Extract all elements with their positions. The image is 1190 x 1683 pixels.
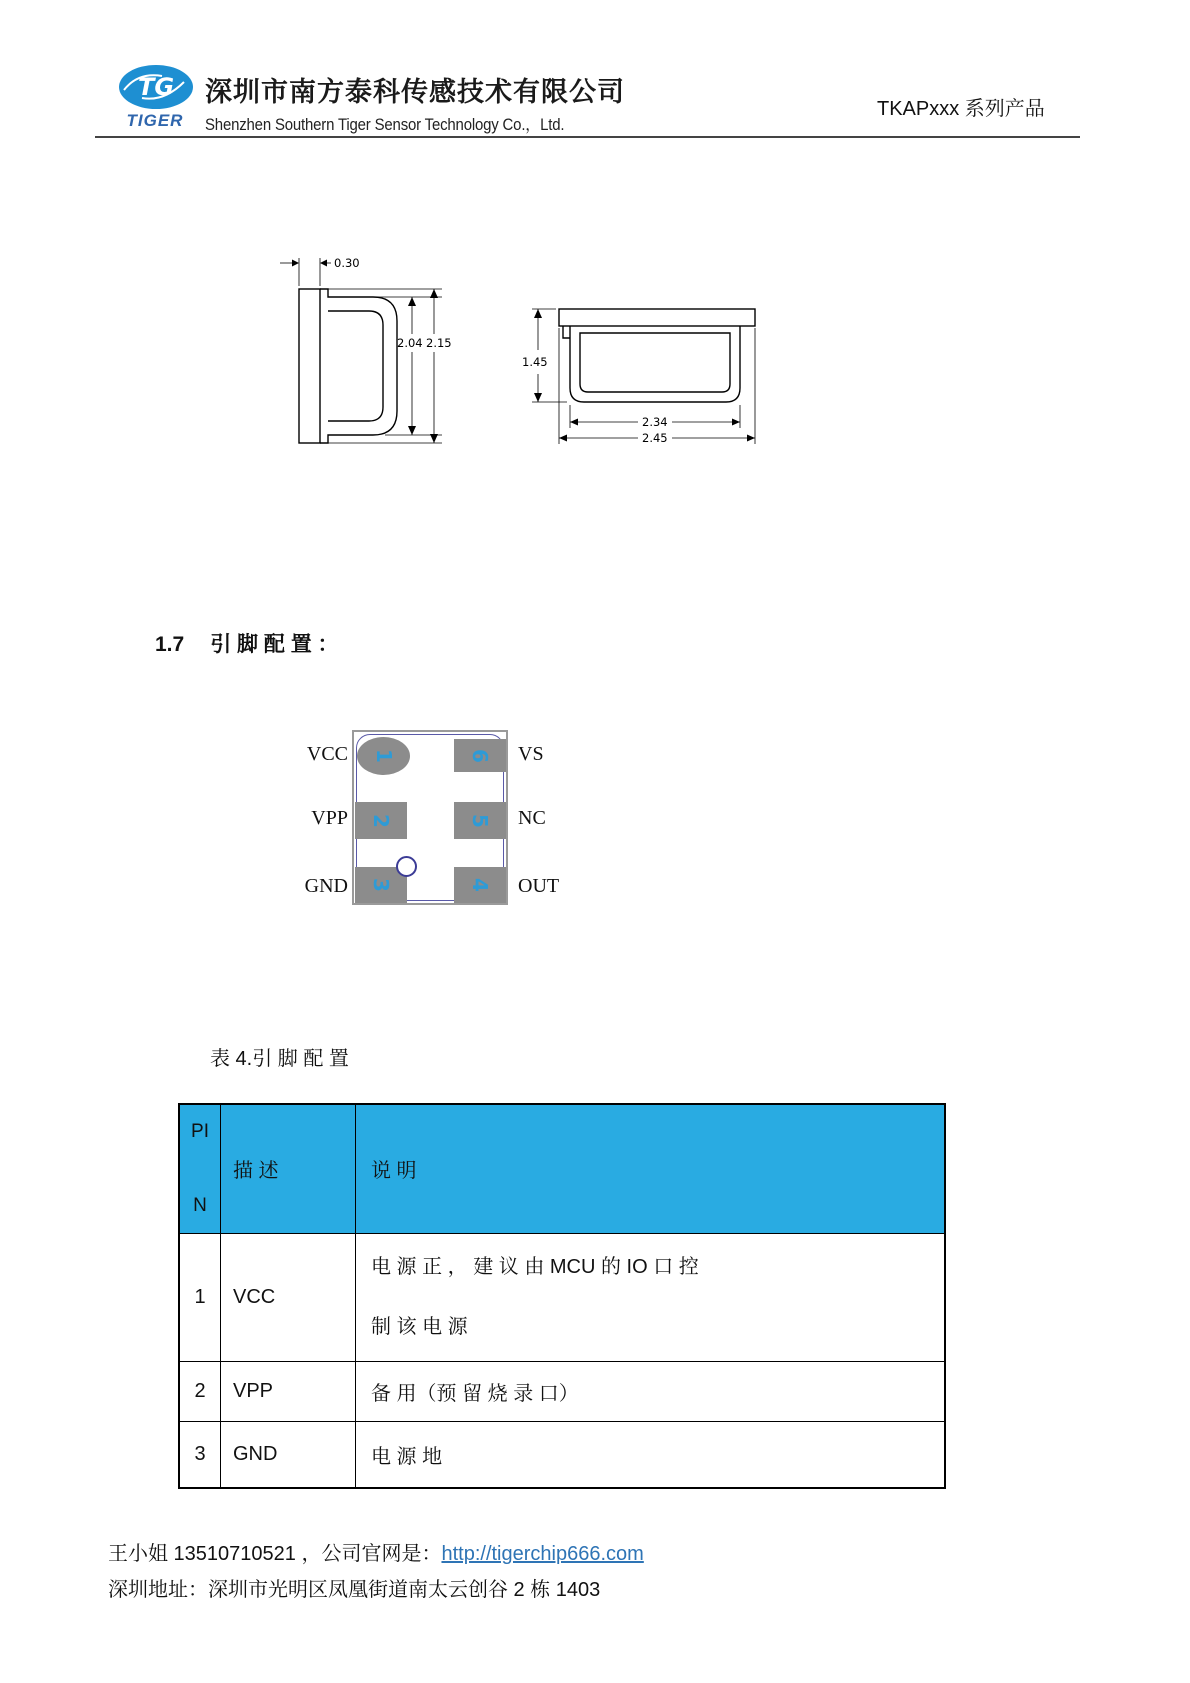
cell-name: VCC: [221, 1233, 356, 1361]
header-cell-desc: 描 述: [221, 1104, 356, 1233]
pin-label-gnd: GND: [304, 875, 348, 897]
header-pin-line2: N: [193, 1194, 207, 1216]
pad-4-number: 4: [467, 878, 492, 892]
section-number: 1.7: [155, 633, 185, 656]
section-title: 引 脚 配 置 ：: [210, 633, 339, 656]
logo-wordmark: TIGER: [126, 111, 184, 130]
pin-configuration-table: [178, 1103, 946, 1489]
company-name-en: Shenzhen Southern Tiger Sensor Technology Co.，Ltd.: [205, 115, 565, 134]
header-pin-line1: PI: [191, 1120, 209, 1142]
section-heading: [155, 628, 339, 658]
cell-pin: 2: [179, 1361, 221, 1421]
pad-5: [454, 802, 506, 839]
pin-label-nc: NC: [518, 807, 546, 829]
pad-6: [454, 739, 506, 772]
pad-2: [355, 802, 407, 839]
table-row: [179, 1361, 945, 1421]
pad-5-number: 5: [467, 813, 492, 828]
dim-width-inner: 2.34: [642, 415, 668, 429]
pin-label-vcc: VCC: [306, 743, 348, 765]
table-header-row: [179, 1104, 945, 1233]
pad-6-number: 6: [467, 748, 492, 763]
pad-2-number: 2: [368, 813, 393, 828]
dim-height-outer: 2.15: [426, 336, 452, 350]
cell-note: [356, 1233, 946, 1361]
package-side-view-drawing: [276, 238, 461, 453]
pin-configuration-diagram: [300, 725, 590, 915]
table-row: [179, 1421, 945, 1488]
header-divider: [95, 136, 1080, 138]
cell-name: GND: [221, 1421, 356, 1488]
pad-1: [357, 737, 410, 775]
header-cell-note: 说 明: [356, 1104, 946, 1233]
cell-pin: 1: [179, 1233, 221, 1361]
tiger-logo-icon: [118, 64, 194, 110]
header-cell-pin: [179, 1104, 221, 1233]
pin-label-vs: VS: [518, 743, 544, 765]
footer-address-line: 深圳地址：深圳市光明区凤凰街道南太云创谷 2 栋 1403: [108, 1579, 601, 1601]
footer-contact-line: [108, 1537, 644, 1566]
cell-note: 电 源 地: [356, 1421, 946, 1488]
note-line-gap: [371, 1280, 944, 1314]
website-link[interactable]: http://tigerchip666.com: [441, 1543, 644, 1565]
pad-3-number: 3: [368, 878, 393, 892]
package-front-view-drawing: [520, 300, 765, 450]
dim-width-outer: 2.45: [642, 431, 668, 445]
dim-lead-width: 0.30: [334, 256, 360, 270]
note-line-1: 电 源 正 ， 建 议 由 MCU 的 IO 口 控: [371, 1256, 699, 1278]
pad-4: [454, 867, 506, 903]
cell-pin: 3: [179, 1421, 221, 1488]
dim-height: 1.45: [522, 355, 548, 369]
dim-height-inner: 2.04: [397, 336, 423, 350]
pad-1-number: 1: [371, 749, 396, 763]
table-row: [179, 1233, 945, 1361]
product-series-label: TKAPxxx 系列产品: [877, 98, 1045, 120]
pin-label-out: OUT: [518, 875, 560, 897]
table-caption: 表 4.引 脚 配 置: [210, 1048, 349, 1070]
pin1-indicator-dot: [396, 856, 417, 877]
chip-package-outline: [352, 730, 508, 905]
cell-note: 备 用（预 留 烧 录 口）: [356, 1361, 946, 1421]
note-line-2: 制 该 电 源: [371, 1316, 468, 1338]
cell-name: VPP: [221, 1361, 356, 1421]
pin-label-vpp: VPP: [311, 807, 348, 829]
company-name-cn: 深圳市南方泰科传感技术有限公司: [205, 77, 625, 107]
footer-contact-text: 王小姐 13510710521 ，公司官网是：: [108, 1543, 442, 1565]
logo-monogram: TG: [137, 73, 175, 101]
